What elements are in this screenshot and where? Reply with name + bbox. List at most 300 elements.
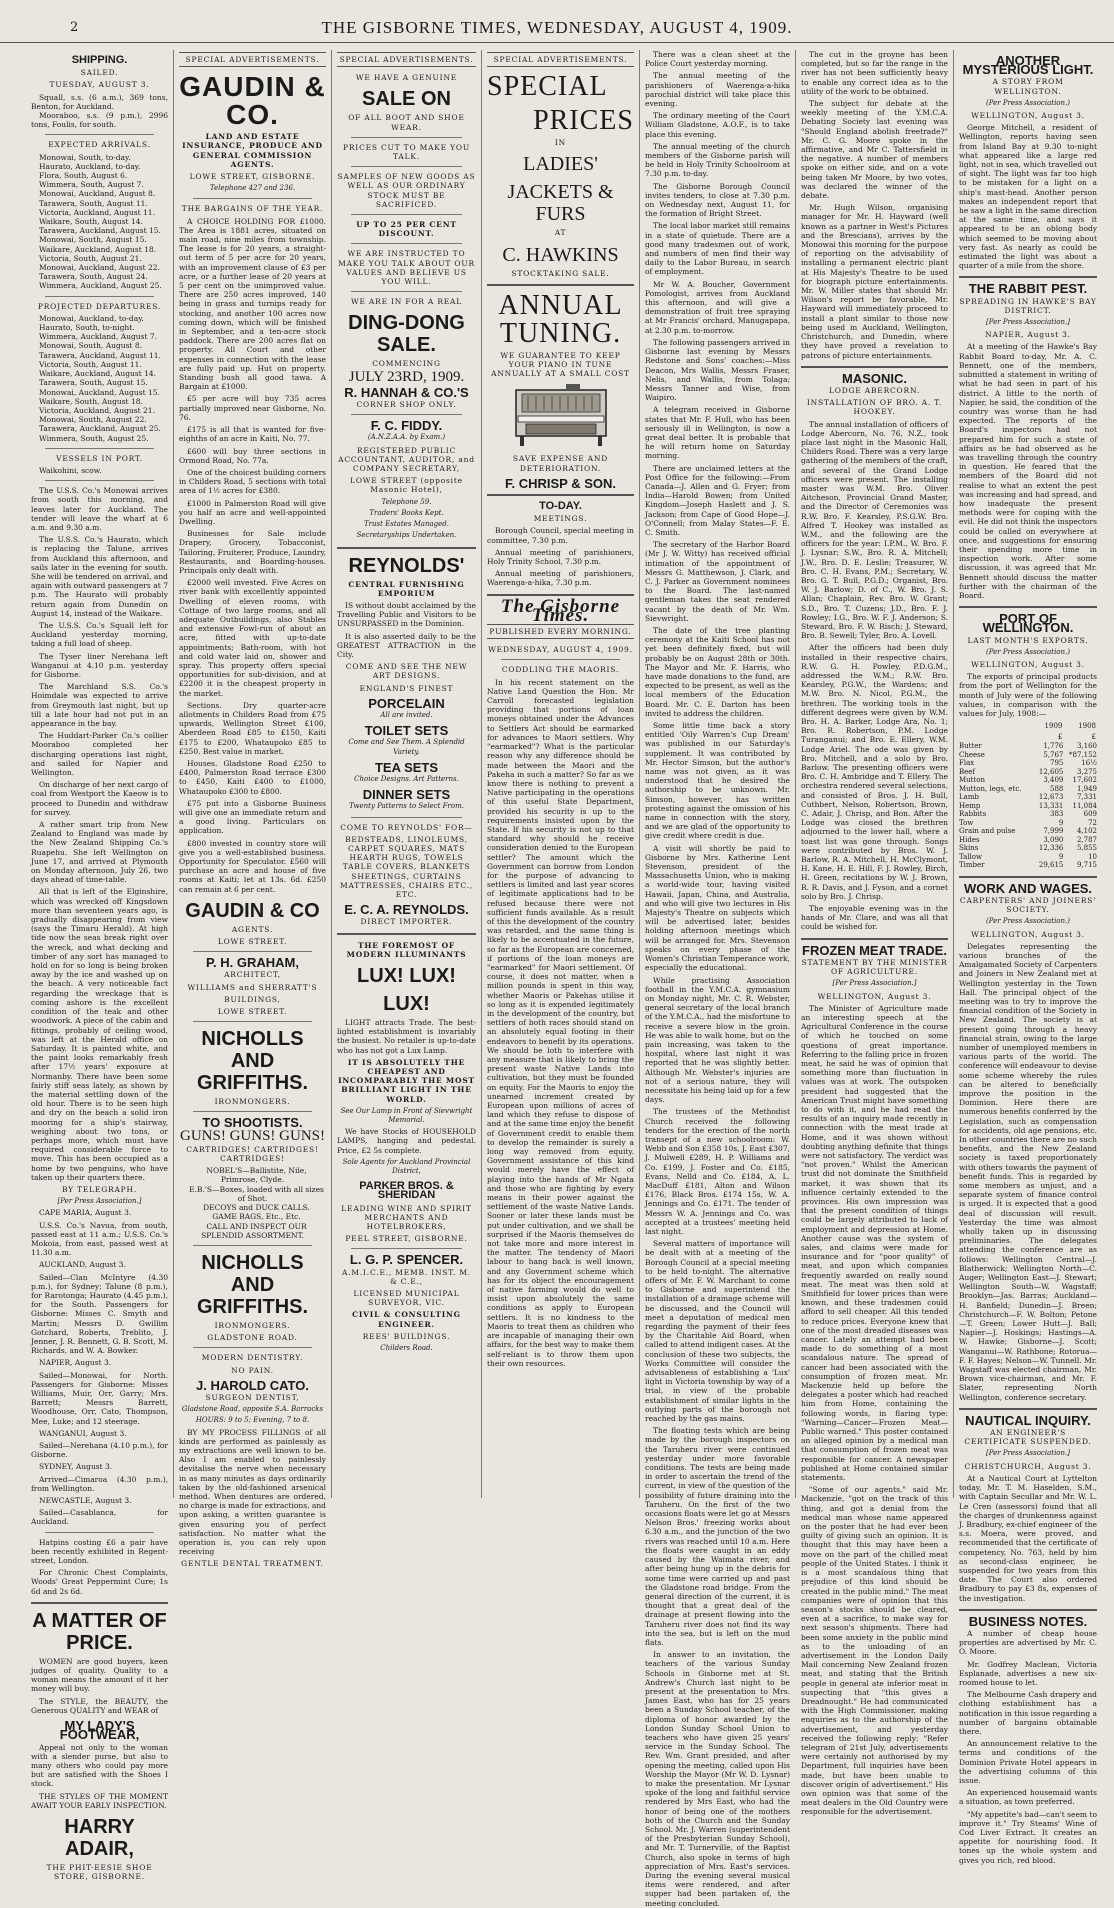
telegraph-paragraph: Sailed—Nerehana (4.10 p.m.), for Gisborne. (31, 1441, 168, 1460)
exports-cell-y1909: 1,776 (1043, 742, 1064, 751)
frozen-dateline: WELLINGTON, August 3. (817, 991, 932, 1001)
lux-stocks: We have Stocks of HOUSEHOLD LAMPS, hanging and pedestal. Price, £2 5s complete. (337, 1127, 476, 1155)
lux-see: See Our Lamp in Front of Sievwright Memorial. (340, 1106, 473, 1125)
frozen-body (801, 1004, 948, 1817)
bargains-heading: THE BARGAINS OF THE YEAR. (181, 204, 324, 214)
telegraph-paragraph: AUCKLAND, August 3. (39, 1260, 126, 1270)
in-for-real: WE ARE IN FOR A REAL (350, 297, 463, 307)
sale-on: SALE ON (362, 88, 451, 111)
bargain-paragraph: Houses. Gladstone Road £250 to £400, Palmerston Road terrace £300 to £450, Kaiti £400 to £1000, Whataupoko £300 to £800. (179, 759, 326, 796)
masthead-title: THE GISBORNE TIMES, WEDNESDAY, AUGUST 4, 1909. (321, 18, 793, 37)
lowe-street-2: LOWE STREET. (217, 1007, 288, 1017)
expected-arrival: Tarawera, South, August 11. (39, 198, 148, 208)
masthead (0, 12, 1114, 43)
telegraph-paragraph: U.S.S. Co.'s Navua, from south, passed east at 11 a.m.; U.S.S. Co.'s Mokoia, from east, passed west at 11.30 a.m. (31, 1220, 168, 1258)
exports-cell-y1908: 3,275 (1076, 767, 1097, 776)
rabbit-sub: SPREADING IN HAWKE'S BAY DISTRICT. (959, 296, 1097, 315)
shoot-line: CALL AND INSPECT OUR SPLENDID ASSORTMENT. (201, 1221, 307, 1240)
bargain-paragraph: £800 invested in country store will give you a well-established business. Opportunity for Speculator. £560 will purchase an acre and house of five rooms at Kaiti; let at 13s. 6d. £250 can remain at 6 per cent. (179, 838, 326, 894)
lux-cheapest: IT IS ABSOLUTELY THE CHEAPEST AND INCOMPARABLY THE MOST BRILLIANT LIGHT IN THE WORLD. (338, 1057, 475, 1104)
jackets-furs: JACKETS & FURS (507, 181, 614, 226)
exports-row (959, 759, 1097, 768)
local-news-paragraph: The cut in the groyne has been completed, but so far the range in the river has not been sufficiently heavy to enable any correct idea as to the utility of the work to be obtained. (801, 50, 948, 96)
masonic-paragraph: The annual installation of officers of Lodge Abercorn, No. 76, N.Z., took place last night in the Masonic Hall, Childers Road. There was a very large gathering of the members of the craft, and several of the Grand Lodge officers were present. The installing master was W.M. Bro. Oliver Aitcheson, Provincial Grand Master, and the Director of Ceremonies was R.W. Bro. F. Kearsley, P.S.G.W. Bro. Alfred T. Hookey was installed as W.M., and the following are the officers for the year: I.P.M., W. Bro. F. J. Lysnar; S.W., Bro. R. A. Mitchell; J.W., Bro. D. E. Leslie; Treasurer, W. Bro. C. H. Evans, P.M.; Secretary, W. Bro. G. T. Bull, P.G.D.; Organist, Bro. W. J. Barlow; D. of C., W. Bro. J. S. Allan; Chaplain, Rev. Bro. W. Grant; S.D., Bro. T. Cuzens; J.D., Bro. F. J. Rowley; I.G., Bro. W. F. J. Anderson; S. Steward, Bro. F. W. Risch; J. Steward, Bro. B. Sewell; Tyler, Bro. A. Lovell. (801, 419, 948, 641)
come-to-reynolds: COME TO REYNOLDS' FOR— (340, 822, 473, 832)
bargain-paragraph: £1000 in Palmerston Road will give you half an acre and well-appointed Dwelling. (179, 498, 326, 526)
no-pain: NO PAIN. (231, 1365, 274, 1375)
local-news-paragraph: The annual meeting of the church members of the Gisborne parish will be held in Holy Trinity Schoolroom at 7.30 p.m. to-day. (645, 141, 790, 179)
nautical-dateline: CHRISTCHURCH, August 3. (964, 1461, 1092, 1471)
local-news-paragraph: The subject for debate at the weekly meeting of the Y.M.C.A. Debating Society last evening was "Should England abolish freetrade?" Mr. C. G. Moore spoke in the affirmative, and Mr C. Tattersfield in the negative. A number of members spoke on either side, and on a vote being taken Mr Moore, by two votes, was declared the winner of the debate. (801, 99, 948, 201)
work-text: Delegates representing the various branches of the Amalgamated Society of Carpenters and Joiners in New Zealand met at Wellington yesterday in the Town Hall. The principal object of the meeting was to try to improve the financial condition of the Society in New Zealand. The society is at present going through a heavy financial strain, owing to the large number of unemployed members in various parts of the world. The conference will endeavour to devise some scheme whereby the rules can be altered to beneficially improve the position in the Dominion. Here there are numerous benefits conferred by the Legislation, such as compensation for accidents, old age pensions, etc. In other countries there are no such benefits, and the New Zealand society is taxed proportionately with others towards the payment of benefit funds. This is regarded by some members as unjust, and a separate system of finance control is urged. It is expected that a good deal of discussion will result. Yesterday the time was almost wholly taken up in discussing preliminaries. The delegates attending the conference are as follows: Wellington Central—J. Blatherwick; Wellington North—C. Auger; Wellington East—J. Stewart; Wellington South—W. Wagstaff; Brooklyn—Jas. Barras; Auckland—H. Banfield; Dunedin—J. Breen; Christchurch—F. W. Bolton; Petone—T. Green; Lower Hutt—J. Ball; Napier—J. Hoskings; Hastings—A. W. Hawke; Gisborne—J. Scott; Wanganui—W. Rathbone; Rotorua—F. F. Hayes; Nelson—W. Tunnell. Mr. Wagstaff was elected chairman, Mr. Brown vice-chairman, and Mr. F. Slater, representing North Wellington, conference secretary. (959, 941, 1097, 1402)
frozen-press: [Per Press Association.] (832, 979, 917, 988)
exports-cell-y1908: 4,102 (1076, 827, 1097, 836)
exports-row (959, 827, 1097, 836)
projected-departure: Monowai, South, August 8. (39, 341, 142, 351)
exports-cell-y1909: 29,615 (1038, 861, 1064, 870)
masonic-paragraph: After the officers had been duly installed in their respective chairs, R.W. G. H. Powley, P.D.G.M., addressed the W.M.; R.W. Bro. Kearsley, P.G.W., the Wardens; and M.W. Bro. N. Nicol, P.G.M., the brethren. The working tools in the different degrees were given by W.M. Bro. H. A. Barker, Lodge Ara, No. 1; Bro. R. Robertson, P.M. Lodge Turanganui; and Bro. E. Ellery, W.M. Lodge Ariel. The ode was given by Bro. Mitchell, and a solo by Bro. Barlow. The presenting officers were Bro. C. H. Ambridge and T. Ellery. The orchestra rendered several selections, and consisted of Bros. J. H. Bull, Cuthbert, Nelson, Robertson, Brown, C. Adair, J. Chrisp, and Bon. After the Lodge was closed the brethren adjourned to the lower hall, where a toast list was gone through. Songs were contributed by Bros. W. J. Barlow, R. A. Mitchell, H. McClymont, H. Kane, H. E. Hill, F. J. Rowley, Birch, H. Green, recitations by W. J. Brown, R. R. Davis, and J. Fyson, and a cornet solo by Bro. J. Chrisp. (801, 643, 948, 901)
amice: A.M.I.C.E., MEMB. INST. M. & C.E., (341, 1267, 471, 1286)
ad-paragraph: The STYLE, the BEAUTY, the Generous QUALITY and WEAR of (31, 1696, 168, 1715)
port-press: (Per Press Association.) (986, 647, 1070, 656)
expected-arrival: Monowai, South, August 15. (39, 235, 147, 245)
bargain-paragraph: £175 is all that is wanted for five-eighths of an acre in Kaiti, No. 77. (179, 425, 326, 444)
expected-arrival: Wimmera, Auckland, August 25. (39, 281, 162, 291)
ad-price-paragraphs-2 (31, 1743, 168, 1810)
telegraph-paragraph: NEWCASTLE, August 3. (39, 1496, 132, 1506)
mystery-heading: ANOTHER MYSTERIOUS LIGHT. (962, 53, 1094, 78)
secretaryships: Secretaryships Undertaken. (356, 531, 457, 540)
projected-heading: PROJECTED DEPARTURES. (37, 301, 162, 311)
business-note: An announcement relative to the terms and conditions of the Dominion Private Hotel appears in the advertising columns of this issue. (959, 1739, 1097, 1785)
exports-cell-y1909: 12,605 (1038, 767, 1064, 776)
projected-departure: Victoria, Auckland, August 21. (39, 405, 155, 415)
rabbit-press: [Per Press Association.] (986, 318, 1070, 327)
shoot-list (179, 1166, 326, 1240)
local-news-paragraph: The following passengers arrived in Gisborne last evening by Messrs Redstone and Sons' coaches:—Miss Deacon, Mrs Wallis, Messrs Fraser, Nelis, and Wallis, from Tolaga; Messrs Tanner and Wise, from Waipiro. (645, 337, 790, 403)
local-news-paragraph: In answer to an invitation, the teachers of the various Sunday Schools in Gisborne met at St. Andrew's Church last night to be present at the presentation to Mrs. James East, who has for 25 years been a Sunday School teacher, of the diploma of honor awarded by the London Sunday School Union to teachers who have given 25 years' service in the Sunday School. The Rev. Wm. Grant presided, and after opening the meeting, called upon His Worship the Mayor (Mr W. D. Lysnar) to make the presentation. Mr Lysnar spoke of the long and faithful service rendered by Mrs East, who had the honor of being one of the mothers both of the Church and the Sunday School. Mr. J. Warren (superintendent of the Presbyterian Sunday School), and Mr. T. Turnerville, of the Baptist Church, also spoke in terms of high appreciation of Mrs. East's services. During the evening several musical items were rendered, and after supper had been partaken of, the meeting concluded. (645, 1650, 790, 1908)
fiddy-address: LOWE STREET (opposite Masonic Hotel), (350, 476, 463, 495)
editorial-title: CODDLING THE MAORIS. (501, 665, 620, 675)
come-see: COME AND SEE THE NEW ART DESIGNS. (345, 662, 468, 681)
telegraph-paragraph: WANGANUI, August 3. (39, 1428, 127, 1438)
sailed-entry: Mooraboo, s.s. (9 p.m.), 2996 tons, Foulis, for south. (31, 111, 168, 130)
rees-buildings: REES' BUILDINGS. (362, 1331, 451, 1341)
projected-departure: Tarawera, South, August 15. (39, 378, 148, 388)
projected-departure: Monowai, Auckland, to-day. (39, 313, 144, 323)
shoot-line: DECOYS and DUCK CALLS. (203, 1203, 310, 1213)
local-news-continued (801, 50, 948, 360)
special-ads-header: SPECIAL ADVERTISEMENTS. (179, 52, 326, 67)
projected-departure: Tarawera, Auckland, August 25. (39, 424, 161, 434)
rabbit-text: At a meeting of the Hawke's Bay Rabbit Board to-day, Mr. A. C. Bennett, one of the members, submitted a statement in writing of what he had seen in part of his district. A little to the north of Napier, he said, the condition of the country was worse than he had expected. The reports of the Board's inspectors had not prepared him for such a state of affairs as he had observed as he was travelling through the country in question. He feared that the members of the Board did not realise to what an extent the pest was increasing and had spread, and how inadequate the present methods were for coping with the evil. He did not think the inspectors could be called on everywhere at once, and suggestions for ensuring their spending more time in inspection work. After some discussion, it was agreed that Mr. Bennett should discuss the matter further with the chairman of the Board. (959, 342, 1097, 600)
cato-address: Gladstone Road, opposite S.A. Barracks (181, 1405, 324, 1414)
bargain-paragraph: £600 will buy three sections in Ormond Road, No. 77a. (179, 446, 326, 465)
bargain-paragraph: Businesses for Sale include Drapery, Grocery, Tobacconist, Tailoring, Fruiterer, Produce, Laundry, Restaurants, and Boarding-houses. Principals only dealt with. (179, 529, 326, 575)
expected-arrival: Waikare, Auckland, August 18. (39, 244, 157, 254)
exports-cell-item: Cheese (959, 750, 985, 759)
reynolds-items: BEDSTEADS, LINOLEUMS, CARPET SQUARES, MATS HEARTH RUGS, TOWELS TABLE COVERS, BLANKETS SHEETINGS, CURTAINS MATTRESSES, CHAIRS ETC., ETC. (340, 834, 473, 899)
agents: AGENTS. (231, 924, 274, 934)
ad-paragraph: Appeal not only to the woman with a slender purse, but also to many others who could pay more but are satisfied with the Shoes I stock. (31, 1742, 168, 1789)
local-news-paragraph: A telegram received in Gisborne states that Mr. F. Hull, who has been seriously ill in Wellington, is now a great deal better. It is probable that he will return home on Saturday morning. (645, 405, 790, 461)
fiddy-text: REGISTERED PUBLIC ACCOUNTANT, AUDITOR, and COMPANY SECRETARY, (338, 445, 475, 474)
telegraph-sub: [Per Press Association.] (57, 1197, 142, 1206)
sailed-date: TUESDAY, AUGUST 3. (49, 80, 150, 90)
local-news-paragraph: The ordinary meeting of the Court William Gladstone, A.O.F., is to take place this evening. (645, 111, 790, 139)
local-news-paragraph: There are unclaimed letters at the Post Office for the following:—From Canada—J. Allen and G. Fryer; from India—Harold Bowen; from United Kingdom—Joseph Haslett and J. S. Jackson; from Cape of Good Hope—J. O'Connell; from Malay States—F. E. C. Smith. (645, 463, 790, 537)
gladstone-road: GLADSTONE ROAD. (207, 1333, 298, 1343)
exports-cell-y1908: 11,084 (1072, 801, 1097, 810)
exports-cell-y1909: 12,673 (1038, 793, 1064, 802)
harry-adair: HARRY ADAIR, (64, 1815, 135, 1860)
exports-row (959, 751, 1097, 760)
commencing: COMMENCING (372, 359, 441, 369)
ad-paragraph: THE STYLES OF THE MOMENT AWAIT YOUR EARLY INSPECTION. (31, 1791, 168, 1810)
shipping-news-paragraph: The Marchland S.S. Co.'s Hoimdale was expected to arrive from Greymouth last night, but up till a late hour had not put in an appearance in the bay. (31, 682, 168, 728)
cato-hours: HOURS: 9 to 5; Evening, 7 to 8. (195, 1416, 310, 1425)
special-ads-header-3: SPECIAL ADVERTISEMENTS. (487, 52, 634, 67)
bargain-paragraph: Sections. Dry quarter-acre allotments in Childers Road from £75 upwards, Wellington Street £100, Aberdeen Road £85 to £150, Kaiti £175 to £200, Whataupoko £85 to £250. Best value in market. (179, 700, 326, 756)
expected-arrival: Haurato, Auckland, to-day. (39, 161, 141, 171)
editorial-dateline: WEDNESDAY, AUGUST 4, 1909. (488, 645, 633, 655)
lowe-street: LOWE STREET. (217, 937, 288, 947)
telegraph-list (31, 1208, 168, 1526)
dinner-sub: Twenty Patterns to Select From. (349, 802, 464, 811)
dinner-sets: DINNER SETS (362, 787, 451, 803)
instructed: WE ARE INSTRUCTED TO MAKE YOU TALK ABOUT OUR VALUES AND BELIEVE US YOU WILL. (338, 249, 475, 287)
exports-cell-y1909: 9 (1058, 818, 1064, 827)
exports-header-1909: 1909 (1044, 722, 1063, 731)
local-news-paragraph: The trustees of the Methodist Church received the following tenders for the erection of the north transept of a new schoolroom: W. Webb and Son £358 10s, J. East £307, J. Mulwell £289, H. P. Williams and Co. £199, J. Foster and Co. £185, Evans, Nelld and Co. £184, A. L. MacDuff £181, Alton and Wilson £176, Black Bros. £174 15s, W. A. Jennings and Co. £171. The tender of Messrs W. A. Jennings and Co. was accepted at a trustees' meeting held last night. (645, 1107, 790, 1236)
exports-cell-y1908: 2,787 (1076, 835, 1097, 844)
lux-1: LUX! LUX! (357, 965, 456, 987)
page-number: 2 (70, 20, 79, 35)
port-text: The exports of principal products from the port of Wellington for the month of July were of the following values, in comparison with the values for July, 1908:— (959, 672, 1097, 718)
parker-bros: PARKER BROS. & SHERIDAN (359, 1180, 454, 1202)
expected-arrival: Flora, South, August 6. (39, 171, 128, 181)
telegraph-paragraph: Sailed—Clan McIntyre (4.30 p.m.), for Sydney; Talune (8 p.m.), for Rarotonga; Haurato (4.45 p.m.), for the South. Passengers for Gisborne: Misses C. Smyth and Martin; Messrs D. Gwillim Gotchard, Roberts, Treblito, J. Jenner, J. R. Bennett, G. B. Scott, M. Richards, and W. A. Bowker. (31, 1272, 169, 1356)
exports-cell-y1909: 383 (1050, 810, 1064, 819)
local-news-paragraph: The local labor market still remains in a state of quietude. There are a good many tradesmen out of work, and numbers of men find their way daily to the Labor Bureau, in search of employment. (645, 221, 790, 277)
expected-arrival: Monowai, Auckland, August 22. (39, 263, 160, 273)
exports-row (959, 768, 1097, 777)
shootists-heading: TO SHOOTISTS. (202, 1115, 303, 1131)
tea-sets: TEA SETS (374, 759, 439, 775)
business-note: Mr. Godfrey Maclean, Victoria Esplanade, advertises a new six-roomed house to let. (959, 1659, 1097, 1687)
bargain-paragraph: £2000 well invested. Five Acres on river bank with excellently appointed Dwelling of eleven rooms, with Cottage of two large rooms, and all adequate Outbuildings, also Stables and extensive Fowl-run of about an acre, fitted with up-to-date appointments; Bath-room, with hot and cold water laid on, shower and spray. This property offers special opportunities for sub-division, and at £2200 it is the cheapest property in the market. (179, 578, 326, 698)
telegraph-paragraph: Sailed—Casablanca, for Auckland. (31, 1508, 168, 1527)
business-note: A number of cheap house properties are advertised by Mr. C. O. Moore. (959, 1628, 1097, 1657)
williams-sherratt: WILLIAMS and SHERRATT'S (187, 982, 318, 992)
tail-list (31, 1538, 168, 1596)
shipping-news-paragraph: The U.S.S. Co.'s Monowai arrives from south this morning, and leaves later for Auckland. The tender will leave the wharf at 6 a.m. and 9.30 a.m. (31, 486, 168, 532)
projected-list (31, 314, 168, 443)
exports-header-item (959, 721, 1034, 732)
licensed-surveyor: LICENSED MUNICIPAL SURVEYOR, VIC. (353, 1289, 460, 1308)
telegraph-paragraph: SYDNEY, August 3. (39, 1462, 113, 1472)
expected-heading: EXPECTED ARRIVALS. (48, 140, 151, 150)
shoot-line: E.B.'S—Boxes, loaded with all sizes of Shot. (189, 1184, 324, 1203)
exports-cell-item: Tallow (959, 852, 982, 861)
column-telegrams (954, 50, 1102, 1865)
guns-line: GUNS! GUNS! GUNS! (179, 1127, 325, 1144)
cato-name: J. HAROLD CATO. (196, 1377, 309, 1393)
exports-unit-item (959, 732, 1034, 743)
vessels-line: Waikohini, scow. (39, 465, 102, 475)
gaudin-telephone: Telephone 427 and 236. (209, 184, 296, 193)
toilet-sets: TOILET SETS (364, 723, 449, 739)
exports-cell-y1908: *87,152 (1069, 750, 1097, 759)
published: PUBLISHED EVERY MORNING. (487, 624, 634, 639)
gaudin-logo: GAUDIN & CO. (179, 71, 326, 131)
meeting-entry: Annual meeting of parishioners, Waerenga-a-hika, 7.30 p.m. (487, 569, 634, 588)
nautical-sub: AN ENGINEER'S CERTIFICATE SUSPENDED. (964, 1428, 1092, 1447)
work-dateline: WELLINGTON, August 3. (971, 929, 1085, 939)
sale-date: JULY 23RD, 1909. (348, 368, 465, 385)
projected-departure: Waikare, South, August 18. (39, 396, 143, 406)
frozen-sub: STATEMENT BY THE MINISTER OF AGRICULTURE. (801, 957, 948, 977)
column-local-news (640, 50, 796, 1908)
masonic-body (801, 420, 948, 932)
expected-arrival: Waikare, South, August 14. (39, 217, 143, 227)
exports-row (959, 742, 1097, 751)
toilet-sub: Come and See Them. A Splendid Variety. (348, 738, 465, 756)
rabbit-dateline: NAPIER, August 3. (985, 330, 1071, 340)
shipping-news-paragraph: The Tyser liner Nerehana left Wanganui at 4.10 p.m. yesterday for Gisborne. (31, 651, 168, 679)
nicholls-griffiths-2: NICHOLLS AND GRIFFITHS. (196, 1251, 309, 1318)
fiddy-telephone: Telephone 59. (381, 497, 432, 506)
peel-street: PEEL STREET, GISBORNE. (345, 1234, 468, 1244)
at: AT (554, 228, 567, 238)
bargain-paragraph: £75 put into a Gisborne Business will give one an immediate return and a good living. Particulars on application. (179, 798, 326, 836)
architect: ARCHITECT, (224, 970, 281, 980)
ironmongers: IRONMONGERS. (214, 1097, 291, 1107)
local-news-paragraph: The annual meeting of the parishioners of Waerenga-a-hika parochial district will take place this evening. (645, 71, 790, 109)
gaudin-logo-2: GAUDIN & CO (185, 899, 320, 922)
shoot-line: NOBEL'S—Ballistite, Nile, Primrose, Clyde. (206, 1166, 307, 1185)
local-news-paragraph: Mr. Hugh Wilson, organising manager for Mr. H. Hayward (well known as a partner in West's Pictures and the Brescians), arrives by the Monowai this morning for the purpose of reporting on the advisability of installing a permanent electric plant at His Majesty's Theatre to be used for biograph picture entertainments. Mr. W. Miller states that should Mr. Wilson's report be favorable, Mr. Hayward will immediately proceed to install a plant similar to those now being used in Auckland, Wellington, Christchurch, and Dunedin, where they have proved a revelation to patrons of picture entertainments. (801, 203, 948, 360)
lux-text: LIGHT attracts Trade. The best-lighted establishment is invariably the busiest. No retailer is up-to-date who has not got a Lux Lamp. (337, 1018, 476, 1055)
column-ads-editorial (482, 50, 640, 1498)
tea-sub: Choice Designs. Art Patterns. (354, 774, 459, 783)
all-invited: All are invited. (380, 710, 433, 719)
exports-cell-y1908: 5,855 (1076, 844, 1097, 853)
shipping-news-paragraph: The U.S.S. Co.'s Squall left for Auckland yesterday morning, taking a full load of sheep. (31, 620, 168, 649)
shipping-news-paragraph: On discharge of her next cargo of coal from Westport the Kaeow is to proceed to Dunedin and withdraw for survey. (31, 780, 168, 817)
childers-road: Childers Road. (380, 1344, 433, 1353)
editorial-paragraph: In his recent statement on the Native Land Question the Hon. Mr Carroll forecasted legislation providing that portions of loan moneys obtained under the Advances to Settlers Act should be earmarked for advances to Maori settlers. Why "earmarked"? What is the particular reason why any difference should be made between the Maori and the Pakeha in such a matter? So far as we know there is nothing to prevent a Native participating in the operations of this useful State Department, provided his security is up to the requirements insisted upon by the State. If his security is not up to that standard why should he receive consideration denied to the European settler? The amount which the Government can borrow from London for the purpose of advancing to settlers is limited and last year scores of legitimate applications had to be refused because there were not sufficient funds available. As a result of this the development of the country was retarded, and the same thing is likely to be accentuated in the future, so far as the European are concerned, if portions of the loan moneys are "earmarked" for Maori settlement. Of course, it does not matter, when a million pounds is spent in this way, whether Maoris or Pakehas utilise it so long as it is expended legitimately in the development of the country, but settlers of both races should stand on an absolutely equal footing in their endeavors to benefit by its operations. We should be loth to interfere with any measure that is likely to bring the present waste Native Lands into cultivation, but they must be founded on equity. For the Maoris to enjoy the unearned increment created by European upon millions of acres of land which they refuse to dispose of and at the same time enjoy the benefit of Government credit to enable them to develop the remainder is surely a long way removed from equity. Government assistance of this kind would merely have the effect of playing into the hands of Mr Ngata and those who are fighting by every means in their power against the settlement of the waste Native Lands. Sooner or later these lands must be put under cultivation, and we shall be surprised if the Maoris themselves do not take more and more interest in the matter. The tendency of Maori labour to hang back is well known, and any Government scheme which has for its object the encouragement of native farming would do well to insist upon absolutely the same conditions as apply to European settlers. It is no kindness to the Maoris to treat them as children who are incapable of managing their own affairs, for the best way to make them self-reliant is to throw them upon their own resources. (487, 677, 634, 1368)
foremost: THE FOREMOST OF MODERN ILLUMINANTS (346, 940, 467, 959)
shoot-line: GAME BAGS, Etc., Etc. (212, 1212, 301, 1222)
gaudin-address: LOWE STREET, GISBORNE. (189, 172, 316, 182)
nautical-press: [Per Press Association.] (986, 1449, 1070, 1458)
masonic-paragraph: The enjoyable evening was in the hands of Mr. Clare, and was all that could be wished for. (801, 904, 948, 932)
local-news-paragraph: There was a clean sheet at the Police Court yesterday morning. (645, 50, 790, 69)
exports-cell-item: Beef (959, 767, 976, 776)
work-press: (Per Press Association.) (986, 917, 1070, 926)
telegraph-paragraph: NAPIER, August 3. (39, 1358, 112, 1368)
local-news-paragraph: The secretary of the Harbor Board (Mr J. W. Witty) has received official intimation of the appointment of Messrs G. Matthewson, J. Clark, and C. J. Parker as Government nominees to the Board. The last-named gentleman takes the seat rendered vacant by the death of Mr. Wm. Sievwright. (645, 540, 790, 623)
exports-unit-1909: £ (1057, 732, 1063, 741)
mystery-text: George Mitchell, a resident of Wellington, reports having seen from Island Bay at 9.30 to-night what appeared like a large red light, not in sea, which travelled out of sight. The light was far too high to be mistaken for a light on a ship's mast-head. Another person makes an independent report that he saw a light in the same direction at the same time, and says it appeared to be an oblong body which seemed to be moving about very fast. As nearly as could be estimated the light was about a quarter of a mile from the shore. (959, 123, 1097, 271)
rabbit-heading: THE RABBIT PEST. (968, 281, 1088, 297)
business-list (959, 1629, 1097, 1865)
expected-arrival: Victoria, Auckland, August 11. (39, 207, 155, 217)
business-note: The Melbourne Cash drapery and clothing establishment has a notification in this issue regarding a number of bargains obtainable there. (959, 1690, 1097, 1736)
local-news-list (645, 50, 790, 1908)
business-note: An experienced housemaid wants a situation, as town preferred. (959, 1788, 1097, 1807)
chrisp: F. CHRISP & SON. (504, 475, 616, 491)
projected-departure: Tarawera, Auckland, August 11. (39, 350, 161, 360)
spencer: L. G. P. SPENCER. (349, 1252, 464, 1268)
exports-units-row (959, 732, 1097, 743)
sailed-heading: SAILED. (80, 68, 119, 78)
ladies: LADIES' (523, 153, 598, 176)
meeting-entry: Annual meeting of parishioners, Holy Trinity School, 7.30 p.m. (487, 547, 634, 567)
shipping-news-paragraph: A rather smart trip from New Zealand to England was made by the New Zealand Shipping Co.'s Ruapehu. She left Wellington on June 17, and arrived at Plymouth on Monday afternoon, July 26, two days ahead of time-table. (31, 820, 168, 885)
local-news-paragraph: The date of the tree planting ceremony at the Kaiti School has not yet been definitely fixed, but will probably be on August 28th or 30th. The Mayor and Mr. F. Harris, who have made donations to the fund, are expected to be present, as well as the local members of the Education Board. Mr. C. E. Darton has been invited to address the children. (645, 625, 790, 718)
bargain-list (179, 217, 326, 894)
cato-tail: GENTLE DENTAL TREATMENT. (181, 1559, 324, 1569)
bargain-paragraph: £5 per acre will buy 735 acres partially improved near Gisborne, No. 76. (179, 394, 326, 422)
projected-departure: Monowai, South, August 22. (39, 415, 147, 425)
exports-cell-item: Rabbits (959, 810, 987, 819)
save-expense: SAVE EXPENSE AND DETERIORATION. (512, 454, 609, 473)
masonic-heading: MASONIC. (842, 370, 907, 386)
telegraph-paragraph: Sailed—Monowai, for North. Passengers for Gisborne: Misses Williams, Muir, Orr, Garry; Mrs. Barrett; Messrs Barrett, Woodhouse, Orr, Cato, Thompson, Mee, Luke; and 12 steerage. (31, 1370, 168, 1426)
frozen-heading: FROZEN MEAT TRADE. (802, 942, 947, 958)
expected-arrival: Monowai, Auckland, August 8. (39, 189, 156, 199)
exports-cell-y1908: 7,331 (1076, 793, 1097, 802)
reynolds-text: IS without doubt acclaimed by the Travelling Public and Visitors to be UNSURPASSED in the Dominion. (337, 600, 476, 629)
local-news-paragraph: Several matters of importance will be dealt with at a meeting of the Borough Council at a special meeting to be held to-night. The alternative offers of Mr. F. W. Marchant to come to Gisborne and superintend the installation of a drainage scheme will be discussed, and the Council will meet a deputation of medical men regarding the payment of their fees by the Charitable Aid Board, when called to attend indigent cases. At the conclusion of these two subjects, the Works Committee will consider the advisableness of establishing a 'Lux' light in Victoria township by way of a trial, in view of the probable establishment of similar lights in the outlying parts of the borough not reached by the gas mains. (645, 1239, 790, 1424)
englands-finest: ENGLAND'S FINEST (359, 683, 454, 693)
ironmongers-2: IRONMONGERS. (214, 1320, 291, 1330)
exports-row (959, 844, 1097, 853)
vessels-heading: VESSELS IN PORT. (56, 453, 143, 463)
expected-arrival: Wimmera, South, August 7. (39, 180, 144, 190)
porcelain: PORCELAIN (368, 695, 445, 711)
ad-price-title: A MATTER OF PRICE. (32, 1609, 167, 1654)
dentistry-heading: MODERN DENTISTRY. (201, 1353, 304, 1363)
exports-cell-item: Mutton (959, 776, 986, 785)
cato-text: BY MY PROCESS FILLINGS of all kinds are performed as painlessly as my extractions are well known to be. Also I am enabled to painlessly devitalise the nerve when necessary in as many minutes as days ordinarily taken by the old-fashioned arsenical method. When dentures are ordered, no charge is made for extractions, and upon asking, a written guarantee is given ensuring you of perfect satisfaction. No matter what the operation is, you can rely upon receiving (179, 1427, 326, 1557)
exports-row (959, 785, 1097, 794)
sailed-list (31, 93, 168, 130)
hawkins: C. HAWKINS (502, 243, 619, 266)
local-news-paragraph: While practising Association football in the Y.M.C.A. gymnasium on Monday night, Mr. C. R. Webster, general secretary of the local branch of the Y.M.C.A., had the misfortune to receive a severe blow in the groin. He was able to walk home, but on the pain increasing, was taken to the hospital, where last night it was reported that he was slightly better. Although Mr. Webster's injuries are not of a serious nature, they will necessitate his being laid up for a few days. (645, 975, 790, 1105)
meeting-list (487, 526, 634, 587)
cartridges-line: CARTRIDGES! CARTRIDGES! CARTRIDGES! (186, 1144, 319, 1164)
column-shipping (26, 50, 174, 1882)
guarantee: WE GUARANTEE TO KEEP YOUR PIANO IN TUNE ANNUALLY AT A SMALL COST (491, 350, 630, 379)
exports-cell-y1909: 7,999 (1043, 827, 1064, 836)
discount: UP TO 25 PER CENT DISCOUNT. (356, 220, 457, 239)
installation: INSTALLATION OF BRO. A. T. HOOKEY. (806, 398, 943, 417)
mystery-sub: A STORY FROM WELLINGTON. (992, 77, 1064, 96)
exports-cell-y1909: 3,090 (1043, 835, 1064, 844)
shipping-heading: SHIPPING. (71, 54, 128, 66)
brief-paragraph: Hatpins costing £6 a pair have been recently exhibited in Regent-street, London. (31, 1537, 168, 1566)
today-heading: TO-DAY. (539, 500, 582, 513)
annual-tuning: ANNUAL TUNING. (498, 289, 623, 349)
exports-cell-item: Mutton, legs, etc. (959, 784, 1022, 793)
local-news-paragraph: The floating tests which are being made by the borough inspectors on the Taruheru river were continued yesterday under more favorable conditions. The tests are being made in order to ascertain the trend of the current, in view of the question of the possibility of future draining into the Taruheru. On the first of the two occasions floats were let go at Messrs Nelson Bros.' freezing works about 6.30 a.m., and the junction of the two rivers was reached until 10 a.m. Here the floats were caught in an eddy caused by the Waimata river, and after being hung up in the debris for some time were carried up and past the Gladstone road bridge. From the general direction of the current, it is thought that a great deal of the drainage at present flowing into the Taruheru river does not find its way into the sea, but is left on the mud flats. (645, 1426, 790, 1647)
exports-row (959, 802, 1097, 811)
bargain-paragraph: One of the choicest building corners in Childers Road, 5 sections with total area of 1½ acres for £380. (179, 467, 326, 496)
lux-2: LUX! (383, 993, 430, 1015)
exports-cell-item: Butter (959, 742, 982, 751)
exports-row (959, 861, 1097, 870)
local-news-paragraph: A visit will shortly be paid to Gisborne by Mrs. Katherine Lent Stevenson, president of the Massachusetts Union, who is making a world-wide tour, having visited Hawaii, Japan, China, and Australia, and who will give two lectures in His Majesty's Theatre on subjects which will be advertised later, besides holding afternoon meetings which will be arranged for. Mrs. Stevenson speaks on every phase of the Women's Christian Temperance work, especially the educational. (645, 843, 790, 973)
direct-importer: DIRECT IMPORTER. (360, 917, 453, 927)
exports-cell-item: Hides (959, 835, 980, 844)
exports-row (959, 836, 1097, 845)
shipping-news-paragraph: The Huddart-Parker Co.'s collier Mooraboo completed her discharging operations last night, and sailed for Napier and Wellington. (31, 731, 168, 778)
exports-cell-item: Lamb (959, 793, 979, 802)
exports-row (959, 793, 1097, 802)
projected-departure: Haurato, South, to-night. (39, 323, 135, 333)
business-note: "My appetite's bad—can't seem to improve it." Try Steams' Wine of Cod Liver Extract. It creates an appetite for nourishing food. It tones up the whole system and gives you rich, red blood. (959, 1809, 1097, 1865)
expected-list (31, 153, 168, 291)
frozen-paragraph: The Minister of Agriculture made an interesting speech at the Agricultural Conference in the course of which he touched on some questions of great importance. Referring to the falling price in frozen meat, he said he was of opinion that something more than fluctuation in values was at work. The outspoken president had suggested that the American Trust might have something to do with it, and he had read the results of an inquiry made recently in connection with the meat trade at Home, and it was shown without doubting anything definite that things were not satisfactory. The verdict was "not proven." Whilst the American trust did not dominate the Smithfield market, it was shown that its influence certainly extended to the provinces. His own impression was that the present condition of things could be largely attributed to lack of employment and depression at Home. Another cause was the system of sales, and claims were made for insurance and for "poor quality" of meat, and upon which companies frequently awarded on really sound meat. The meat was then sold at Smithfield for lower prices than were known, and these tradesmen could afford to sell cheaper. All this tended to reduce prices. Everyone knew that one of the most dreaded diseases was cancer. Lately an attempt had been made to do something of a most scandalous nature. The spread of cancer had been associated with the consumption of frozen meat. Mr. Mackenzie held up before the delegates a poster which had reached him from Home, containing the following words, in flaring type: "Warning—Cancer—Frozen Meat—Public warned." This poster contained an alleged opinion by a medical man that consumption of frozen meat was responsible for cancer. A newspaper published at Home contained similar statements. (801, 1003, 948, 1483)
work-heading: WORK AND WAGES. (963, 880, 1093, 896)
frozen-paragraph: "Some of our agents," said Mr. Mackenzie, "got on the track of this thing, and got a denial from the medical man whose name appeared on the poster that he had ever been guilty of giving such an opinion. It is thought that this may have been a move on the part of the chilled meat people of the United States. I think it is a most scandalous thing that prejudice of this kind should be created in the public mind." The meat companies were of opinion that this season's stocks should be cleared, even at a sacrifice, to make way for next season's shipments. There had been some anxiety in the public mind as to the unloading of an advertisement in the London Daily Mail concerning New Zealand frozen meat, and stating that the British people in general ate inferior meat in suspecting that "this gives a Dreadnought." He had communicated with the High Commissioner, making enquiries as to the authorship of the advertisement, and yesterday received the following reply: "Refer telegram of 21st July, advertisements were certainly not authorised by my Department, full inquiries have been made, but have been unable to discover origin of advertisement." His own opinion was that some of the meat dealers in the Old Country were responsible for the advertisement. (801, 1485, 948, 1817)
lodge-name: LODGE ABERCORN. (828, 385, 921, 395)
prices: PRICES (533, 105, 634, 137)
exports-cell-y1908: 72 (1088, 818, 1097, 827)
central-emporium: CENTRAL FURNISHING EMPORIUM (348, 579, 465, 598)
piano-illustration (506, 384, 616, 448)
exports-unit-1908: £ (1091, 732, 1096, 741)
exports-row (959, 819, 1097, 828)
traders-books: Traders' Books Kept. (369, 508, 444, 517)
exports-cell-y1909: 3,409 (1043, 776, 1064, 785)
brief-paragraph: For Chronic Chest Complaints, Woods' Great Peppermint Cure; 1s 6d and 2s 6d. (31, 1568, 168, 1596)
exports-cell-item: Tow (959, 818, 974, 827)
exports-cell-y1909: 9 (1058, 852, 1064, 861)
all-boot: OF ALL BOOT AND SHOE WEAR. (348, 113, 465, 132)
special-ads-header-2: SPECIAL ADVERTISEMENTS. (337, 52, 476, 67)
ad-price-paragraphs (31, 1657, 168, 1715)
projected-departure: Waikare, Auckland, August 14. (39, 369, 157, 379)
nicholls-griffiths: NICHOLLS AND GRIFFITHS. (196, 1028, 309, 1095)
stocktaking: STOCKTAKING SALE. (511, 268, 610, 278)
telegraph-paragraph: CAPE MARIA, August 3. (39, 1208, 132, 1218)
column-ads-1 (174, 50, 332, 1569)
samples: SAMPLES OF NEW GOODS AS WELL AS OUR ORDINARY STOCK MUST BE SACRIFICED. (337, 172, 476, 209)
column-ads-2 (332, 50, 482, 1498)
mystery-press: (Per Press Association.) (986, 98, 1070, 107)
local-news-paragraph: Some little time back a story entitled 'Oily Warren's Cup Dream' was published in our Saturday's supplement. It was contributed by Mr. Hector Simson, but the author's name was not given, as it was understood that he desired the authorship to be unknown. Mr. Simson, however, has written protesting against the omission of his name in connection with the story, and we are glad of the opportunity to give credit where credit is due. (645, 721, 790, 841)
exports-cell-item: Flax (959, 759, 975, 768)
nautical-heading: NAUTICAL INQUIRY. (965, 1412, 1091, 1428)
exports-table (959, 721, 1097, 870)
genuine: WE HAVE A GENUINE (355, 73, 458, 83)
shipping-news-paragraph: All that is left of the Elginshire, which was wrecked off Kingsdown more than seventeen years ago, is gradually disappearing from view (says the Timaru Herald). At high tide now the seas break right over the wreck, and what decking and timber of any sort has managed to hold on for so long is being broken away by the ice and washed up on the beach. A very noticeable fact regarding the wreckage that is coming ashore is the excellent condition of the teak and other woodwork. A piece of the cabin and fittings, probably of ceiling wood, was left at the Herald office on Saturday. It is painted white, and the paint looks remarkably fresh after 17½ years' exposure at Normanby. There have been some fairly stiff seas lately, as shown by the material settling down of the old hour. There is to be seen high and dry on the beach a solid iron mooring for a ship's stairway, weighing about two tons, or perhaps more, which must have required considerable force to move. This has been occupied as a home by two penguins, who have taken up their quarters there. (31, 887, 168, 1182)
expected-arrival: Monowai, South, to-day. (39, 152, 131, 162)
exports-cell-item: Skins (959, 844, 979, 853)
business-heading: BUSINESS NOTES. (968, 1613, 1088, 1629)
projected-departure: Victoria, South, August 11. (39, 359, 142, 369)
mystery-dateline: WELLINGTON, August 3. (971, 111, 1085, 121)
exports-cell-item: Timber (959, 861, 985, 870)
telegraph-heading: BY TELEGRAPH. (61, 1184, 138, 1194)
local-news-paragraph: Mr W. A. Boucher, Government Pomologist, arrives from Auckland this afternoon, and will give a demonstration of fruit tree spraying at Mr Francis' orchard, Manugapapa, at 2.30 p.m. to-morrow. (645, 279, 790, 335)
nautical-text: At a Nautical Court at Lyttelton today, Mr. T. M. Haselden, S.M., with Captain Secullar and Mr. W. L. Le Cren (assessors) found that all the charges of drunkenness against J. Bradbury, ex-chief engineer of the s.s. Moera, were proved, and recommended that the certificate of competency, No. 763, held by him as second-class engineer, be suspended for two years from this date. The Court also ordered Bradbury to pay £3 8s, expenses of the investigation. (959, 1473, 1097, 1603)
ding-dong-sale: DING-DONG SALE. (348, 312, 465, 357)
